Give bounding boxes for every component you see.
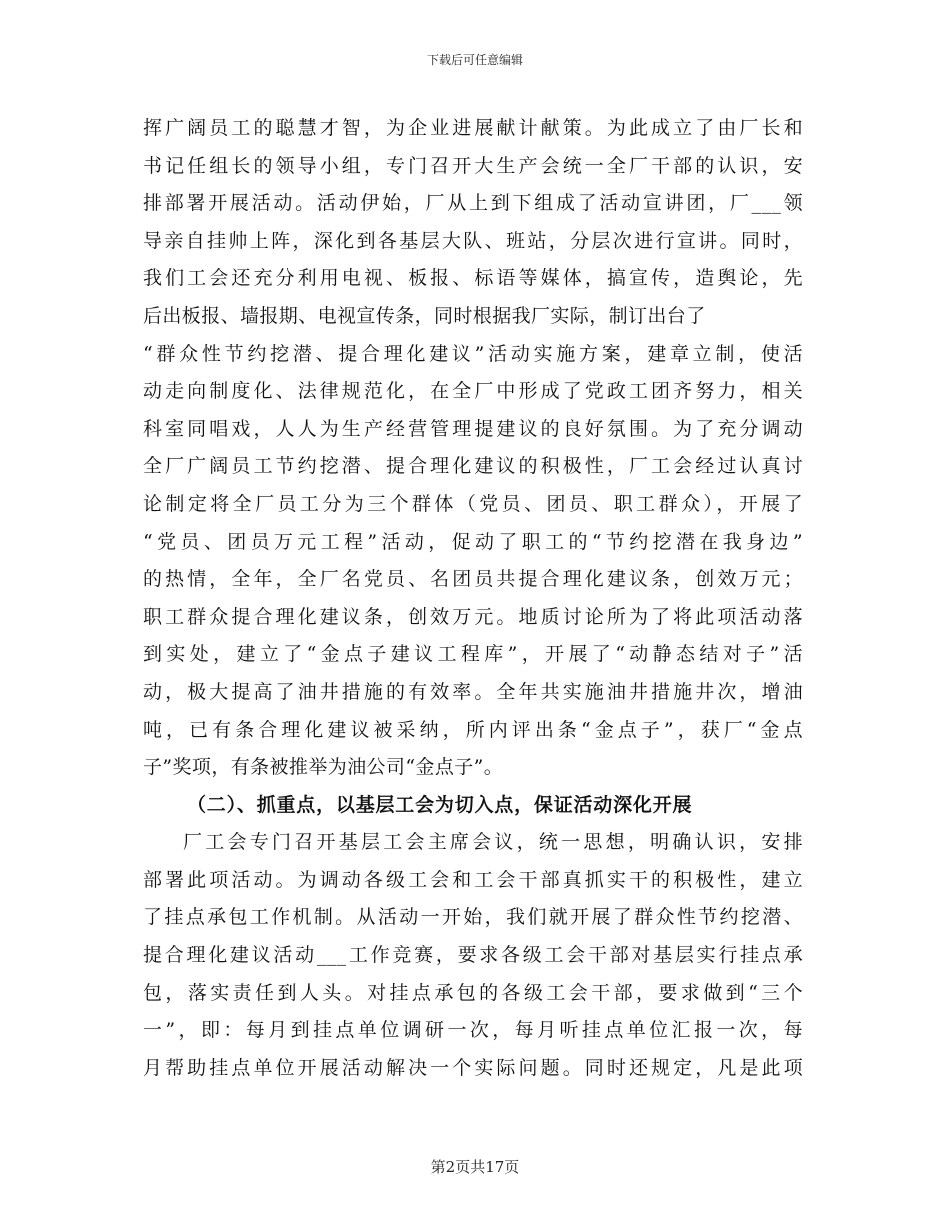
paragraph-line: 动，极大提高了油井措施的有效率。全年共实施油井措施井次，增油	[143, 680, 803, 703]
paragraph-line: 书记任组长的领导小组，专门召开大生产会统一全厂干部的认识，安	[143, 154, 803, 177]
paragraph-line: 导亲自挂帅上阵，深化到各基层大队、班站，分层次进行宣讲。同时，	[143, 229, 803, 252]
paragraph-line: 的热情，全年，全厂名党员、名团员共提合理化建议条，创效万元；	[143, 568, 803, 591]
paragraph-line: 排部署开展活动。活动伊始，厂从上到下组成了活动宣讲团，厂___领	[143, 192, 803, 215]
paragraph-line: 到实处，建立了“金点子建议工程库”，开展了“动静态结对子”活	[143, 643, 803, 666]
paragraph-line: 提合理化建议活动___工作竞赛，要求各级工会干部对基层实行挂点承	[143, 944, 803, 967]
paragraph-line: 吨，已有条合理化建议被采纳，所内评出条“金点子”，获厂“金点	[143, 718, 803, 741]
paragraph-line: 部署此项活动。为调动各级工会和工会干部真抓实干的积极性，建立	[143, 868, 803, 891]
paragraph-line: 科室同唱戏，人人为生产经营管理提建议的良好氛围。为了充分调动	[143, 417, 803, 440]
paragraph-line: 子”奖项，有条被推举为油公司“金点子”。	[143, 756, 504, 779]
paragraph-line: 后出板报、墙报期、电视宣传条，同时根据我厂实际，制订出台了	[143, 304, 706, 327]
paragraph-line: 职工群众提合理化建议条，创效万元。地质讨论所为了将此项活动落	[143, 605, 803, 628]
page-header-note: 下载后可任意编辑	[426, 53, 523, 67]
paragraph-line: 月帮助挂点单位开展活动解决一个实际问题。同时还规定，凡是此项	[143, 1056, 803, 1079]
paragraph-line: “党员、团员万元工程”活动，促动了职工的“节约挖潜在我身边”	[143, 530, 803, 553]
paragraph-line: 动走向制度化、法律规范化，在全厂中形成了党政工团齐努力，相关	[143, 380, 803, 403]
paragraph-line: “群众性节约挖潜、提合理化建议”活动实施方案，建章立制，使活	[143, 342, 803, 365]
paragraph-line: 我们工会还充分利用电视、板报、标语等媒体，搞宣传，造舆论，先	[143, 267, 803, 290]
paragraph-line: 全厂广阔员工节约挖潜、提合理化建议的积极性，厂工会经过认真讨	[143, 455, 803, 478]
paragraph-line: 一”，即：每月到挂点单位调研一次，每月听挂点单位汇报一次，每	[143, 1019, 803, 1042]
paragraph-line: 了挂点承包工作机制。从活动一开始，我们就开展了群众性节约挖潜、	[143, 906, 803, 929]
document-body	[143, 110, 803, 1087]
paragraph-line: 厂工会专门召开基层工会主席会议，统一思想，明确认识，安排	[183, 831, 803, 854]
section-heading: （二）、抓重点，以基层工会为切入点，保证活动深化开展	[187, 793, 693, 816]
paragraph-line: 挥广阔员工的聪慧才智，为企业进展献计献策。为此成立了由厂长和	[143, 117, 803, 139]
paragraph-line: 论制定将全厂员工分为三个群体（党员、团员、职工群众），开展了	[143, 492, 803, 515]
paragraph-line: 包，落实责任到人头。对挂点承包的各级工会干部，要求做到“三个	[143, 981, 803, 1004]
page-number: 第2页共17页	[430, 1158, 520, 1176]
